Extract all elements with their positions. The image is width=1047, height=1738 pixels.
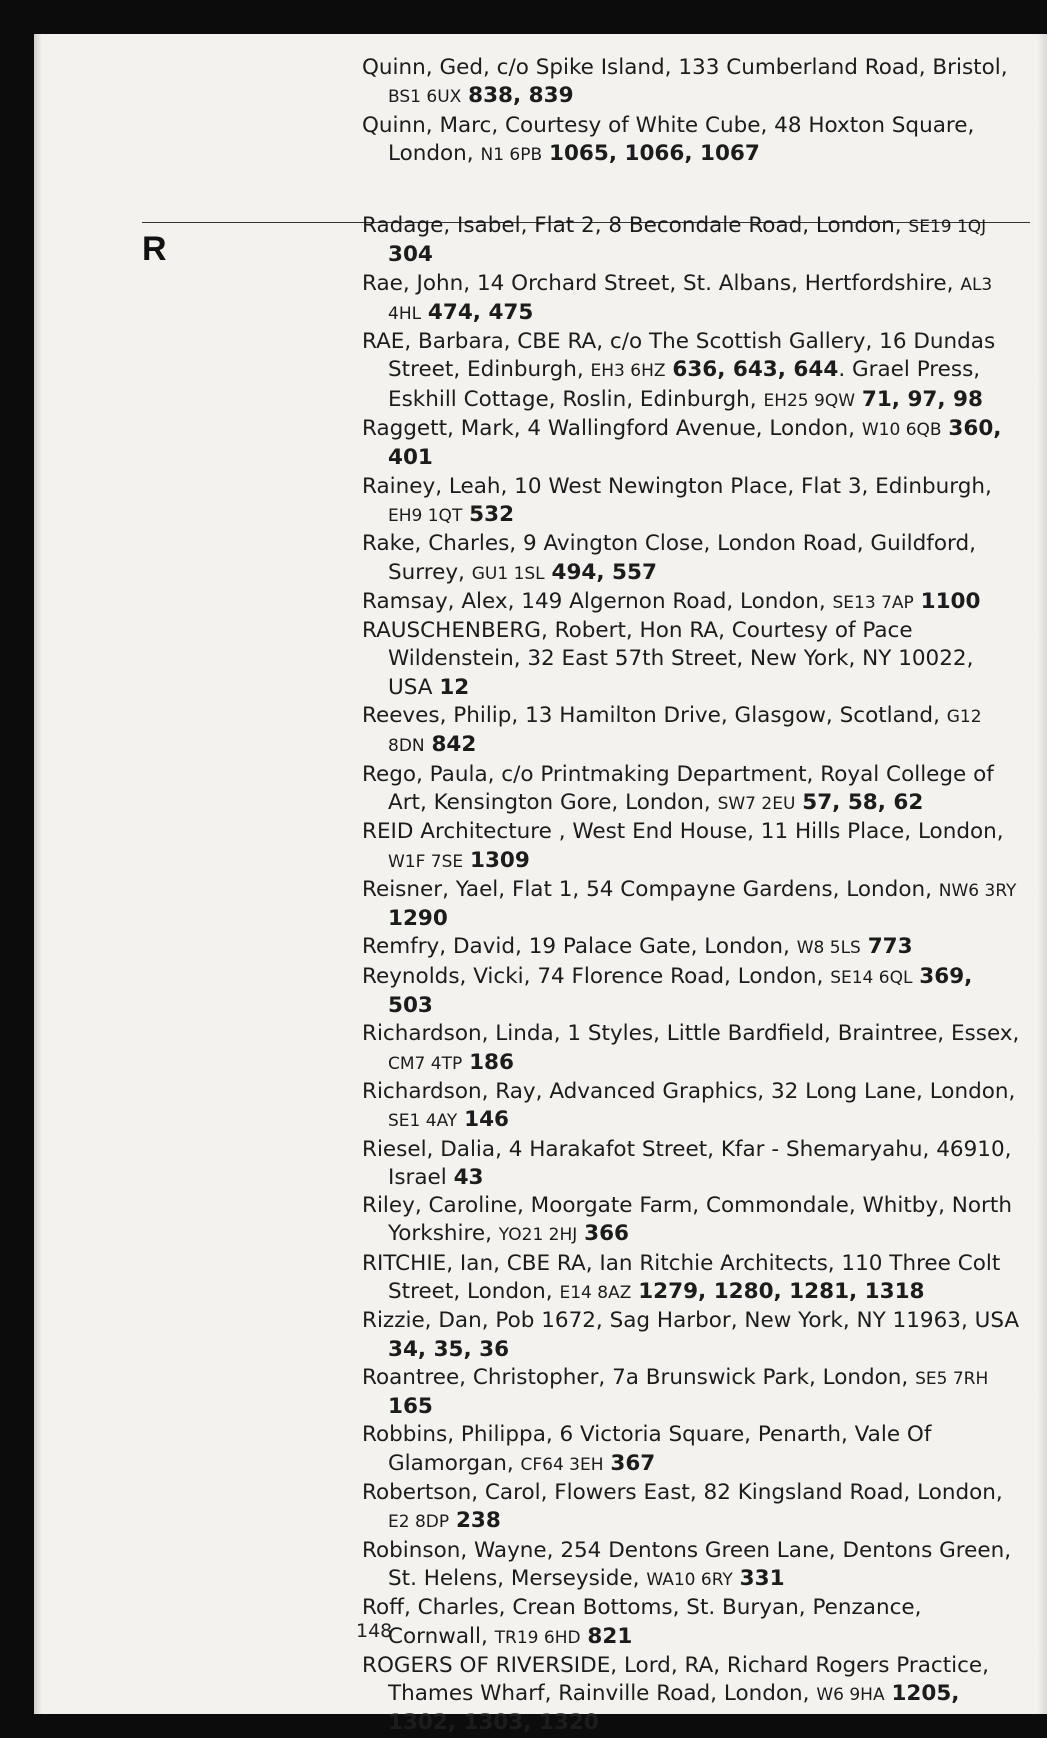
entry-text: Radage, Isabel, Flat 2, 8 Becondale Road, London, bbox=[362, 213, 909, 238]
entry-postcode: SE1 4AY bbox=[388, 1111, 458, 1132]
index-entry bbox=[362, 212, 1022, 270]
entry-pages: 821 bbox=[587, 1623, 633, 1649]
entry-text: Quinn, Marc, Courtesy of White Cube, 48 Hoxton Square, London, bbox=[362, 112, 975, 166]
index-entry bbox=[362, 1020, 1022, 1078]
entry-postcode: W6 9HA bbox=[816, 1685, 885, 1706]
index-entry bbox=[362, 530, 1022, 588]
index-entry bbox=[362, 1421, 1022, 1479]
entry-postcode: EH3 6HZ bbox=[590, 361, 666, 382]
index-entry bbox=[362, 1364, 1022, 1422]
index-entry bbox=[362, 112, 1022, 170]
index-entry bbox=[362, 1078, 1022, 1136]
entry-pages: 331 bbox=[739, 1565, 785, 1591]
entry-text: Reeves, Philip, 13 Hamilton Drive, Glasgow, Scotland, bbox=[362, 703, 947, 729]
index-entry bbox=[362, 963, 1022, 1021]
entry-pages: 146 bbox=[464, 1107, 509, 1133]
entries-r bbox=[362, 212, 1022, 1738]
entry-pages: 474, 475 bbox=[427, 299, 534, 325]
index-entry bbox=[362, 702, 1022, 761]
entry-text: RAE, Barbara, CBE RA, c/o The Scottish Gallery, 16 Dundas Street, Edinburgh, bbox=[362, 329, 996, 383]
entry-postcode: GU1 1SL bbox=[471, 563, 545, 584]
index-entry bbox=[362, 473, 1022, 531]
entry-pages: 773 bbox=[867, 934, 913, 960]
entry-text: Quinn, Ged, c/o Spike Island, 133 Cumberland Road, Bristol, bbox=[362, 55, 1008, 80]
entry-text: Richardson, Linda, 1 Styles, Little Bardfield, Braintree, Essex, bbox=[362, 1021, 1020, 1047]
entry-text: Robertson, Carol, Flowers East, 82 Kingsland Road, London, bbox=[362, 1480, 1003, 1506]
entry-text: REID Architecture , West End House, 11 Hills Place, London, bbox=[362, 819, 1004, 845]
entry-pages: 636, 643, 644 bbox=[672, 357, 839, 383]
index-entry bbox=[362, 54, 1022, 112]
entry-postcode: W8 5LS bbox=[796, 938, 861, 959]
entry-postcode: SE5 7RH bbox=[915, 1368, 989, 1389]
index-entry bbox=[362, 761, 1022, 819]
entry-postcode-secondary: EH25 9QW bbox=[763, 390, 856, 411]
entry-postcode: WA10 6RY bbox=[646, 1569, 733, 1590]
entry-pages: 43 bbox=[453, 1164, 484, 1190]
index-entry bbox=[362, 1136, 1022, 1193]
entry-pages: 1290 bbox=[388, 906, 448, 932]
entry-text: Riesel, Dalia, 4 Harakafot Street, Kfar - Shemaryahu, 46910, Israel bbox=[362, 1136, 1012, 1190]
entry-postcode: CM7 4TP bbox=[388, 1053, 463, 1074]
entry-text: Richardson, Ray, Advanced Graphics, 32 Long Lane, London, bbox=[362, 1078, 1016, 1104]
entry-text: Rainey, Leah, 10 West Newington Place, Flat 3, Edinburgh, bbox=[362, 473, 992, 499]
entry-postcode: W1F 7SE bbox=[388, 851, 464, 872]
entry-pages: 165 bbox=[388, 1394, 433, 1420]
entry-postcode: BS1 6UX bbox=[388, 87, 462, 108]
entries-q-continued bbox=[362, 54, 1022, 169]
entry-postcode: N1 6PB bbox=[480, 144, 543, 165]
entry-text: ROGERS OF RIVERSIDE, Lord, RA, Richard Rogers Practice, Thames Wharf, Rainville Road, London, bbox=[362, 1652, 989, 1707]
index-entry bbox=[362, 1594, 1022, 1652]
page-number: 148 bbox=[356, 1620, 393, 1642]
entry-postcode: YO21 2HJ bbox=[498, 1225, 578, 1246]
entry-pages: 369, 503 bbox=[388, 963, 973, 1019]
entry-postcode: G12 8DN bbox=[388, 707, 982, 757]
entry-postcode: SE14 6QL bbox=[830, 967, 913, 988]
entry-postcode: CF64 3EH bbox=[520, 1454, 604, 1475]
index-entry bbox=[362, 818, 1022, 876]
index-entry bbox=[362, 1479, 1022, 1537]
index-entry bbox=[362, 1250, 1022, 1308]
index-entry bbox=[362, 1192, 1022, 1250]
entry-pages: 367 bbox=[610, 1450, 656, 1476]
index-entry bbox=[362, 617, 1022, 702]
entry-text: RITCHIE, Ian, CBE RA, Ian Ritchie Architects, 110 Three Colt Street, London, bbox=[362, 1250, 1001, 1304]
entry-pages: 186 bbox=[469, 1049, 514, 1075]
entry-text: Rake, Charles, 9 Avington Close, London Road, Guildford, Surrey, bbox=[362, 531, 976, 585]
entry-text: Reynolds, Vicki, 74 Florence Road, London, bbox=[362, 963, 831, 989]
index-entry bbox=[362, 1537, 1022, 1595]
index-entry bbox=[362, 1652, 1022, 1738]
entry-text: Rizzie, Dan, Pob 1672, Sag Harbor, New York, NY 11963, USA bbox=[362, 1308, 1020, 1334]
entry-pages: 494, 557 bbox=[551, 559, 657, 585]
entry-postcode: E14 8AZ bbox=[559, 1282, 632, 1303]
index-entry bbox=[362, 1307, 1022, 1364]
entry-text: Remfry, David, 19 Palace Gate, London, bbox=[362, 934, 797, 960]
entry-text: RAUSCHENBERG, Robert, Hon RA, Courtesy of Pace Wildenstein, 32 East 57th Street, New York, NY 10022, USA bbox=[362, 618, 974, 700]
entry-pages: 532 bbox=[469, 501, 515, 527]
entry-text: Robbins, Philippa, 6 Victoria Square, Penarth, Vale Of Glamorgan, bbox=[362, 1422, 932, 1476]
entry-text: Raggett, Mark, 4 Wallingford Avenue, London, bbox=[362, 416, 862, 442]
index-entry bbox=[362, 270, 1022, 329]
entry-text-secondary: . Grael Press, Eskhill Cottage, Roslin, Edinburgh, bbox=[388, 357, 981, 412]
entry-pages: 1205, 1302, 1303, 1320 bbox=[388, 1681, 960, 1736]
entry-postcode: SW7 2EU bbox=[717, 793, 796, 814]
entry-text: Rego, Paula, c/o Printmaking Department, Royal College of Art, Kensington Gore, London, bbox=[362, 761, 994, 815]
index-entry bbox=[362, 328, 1022, 415]
entry-postcode: EH9 1QT bbox=[388, 505, 463, 526]
entry-pages: 366 bbox=[584, 1221, 630, 1247]
entry-text: Roff, Charles, Crean Bottoms, St. Buryan, Penzance, Cornwall, bbox=[362, 1595, 922, 1649]
page-edge bbox=[1037, 34, 1047, 1714]
entry-pages-secondary: 71, 97, 98 bbox=[861, 386, 983, 412]
index-entry bbox=[362, 588, 1022, 617]
entry-postcode: E2 8DP bbox=[388, 1512, 450, 1533]
entry-pages: 57, 58, 62 bbox=[802, 789, 924, 815]
entry-pages: 1279, 1280, 1281, 1318 bbox=[638, 1278, 925, 1304]
section-letter: R bbox=[142, 230, 167, 268]
entry-pages: 238 bbox=[455, 1508, 501, 1534]
entry-postcode: NW6 3RY bbox=[938, 880, 1017, 901]
entry-pages: 34, 35, 36 bbox=[388, 1336, 510, 1362]
entry-pages: 838, 839 bbox=[468, 83, 574, 109]
index-entry bbox=[362, 876, 1022, 934]
entry-pages: 842 bbox=[431, 732, 477, 758]
entry-postcode: SE13 7AP bbox=[832, 592, 914, 613]
entry-pages: 360, 401 bbox=[388, 416, 1002, 471]
entry-postcode: SE19 1QJ bbox=[908, 217, 987, 237]
entry-pages: 304 bbox=[388, 242, 433, 268]
page-gutter bbox=[34, 34, 42, 1714]
entry-text: Roantree, Christopher, 7a Brunswick Park, London, bbox=[362, 1364, 916, 1390]
entry-postcode: AL3 4HL bbox=[388, 274, 993, 324]
entry-postcode: W10 6QB bbox=[861, 420, 942, 441]
index-entry bbox=[362, 415, 1022, 473]
entry-text: Rae, John, 14 Orchard Street, St. Albans, Hertfordshire, bbox=[362, 270, 961, 296]
entry-pages: 12 bbox=[439, 674, 470, 700]
entry-text: Robinson, Wayne, 254 Dentons Green Lane, Dentons Green, St. Helens, Merseyside, bbox=[362, 1537, 1012, 1591]
entry-pages: 1309 bbox=[470, 847, 530, 873]
entry-text: Reisner, Yael, Flat 1, 54 Compayne Gardens, London, bbox=[362, 876, 939, 902]
entry-pages: 1065, 1066, 1067 bbox=[549, 140, 760, 166]
entry-pages: 1100 bbox=[920, 588, 981, 614]
index-entry bbox=[362, 933, 1022, 962]
entry-text: Riley, Caroline, Moorgate Farm, Commondale, Whitby, North Yorkshire, bbox=[362, 1193, 1012, 1247]
entry-text: Ramsay, Alex, 149 Algernon Road, London, bbox=[362, 588, 833, 614]
entry-postcode: TR19 6HD bbox=[494, 1627, 581, 1648]
